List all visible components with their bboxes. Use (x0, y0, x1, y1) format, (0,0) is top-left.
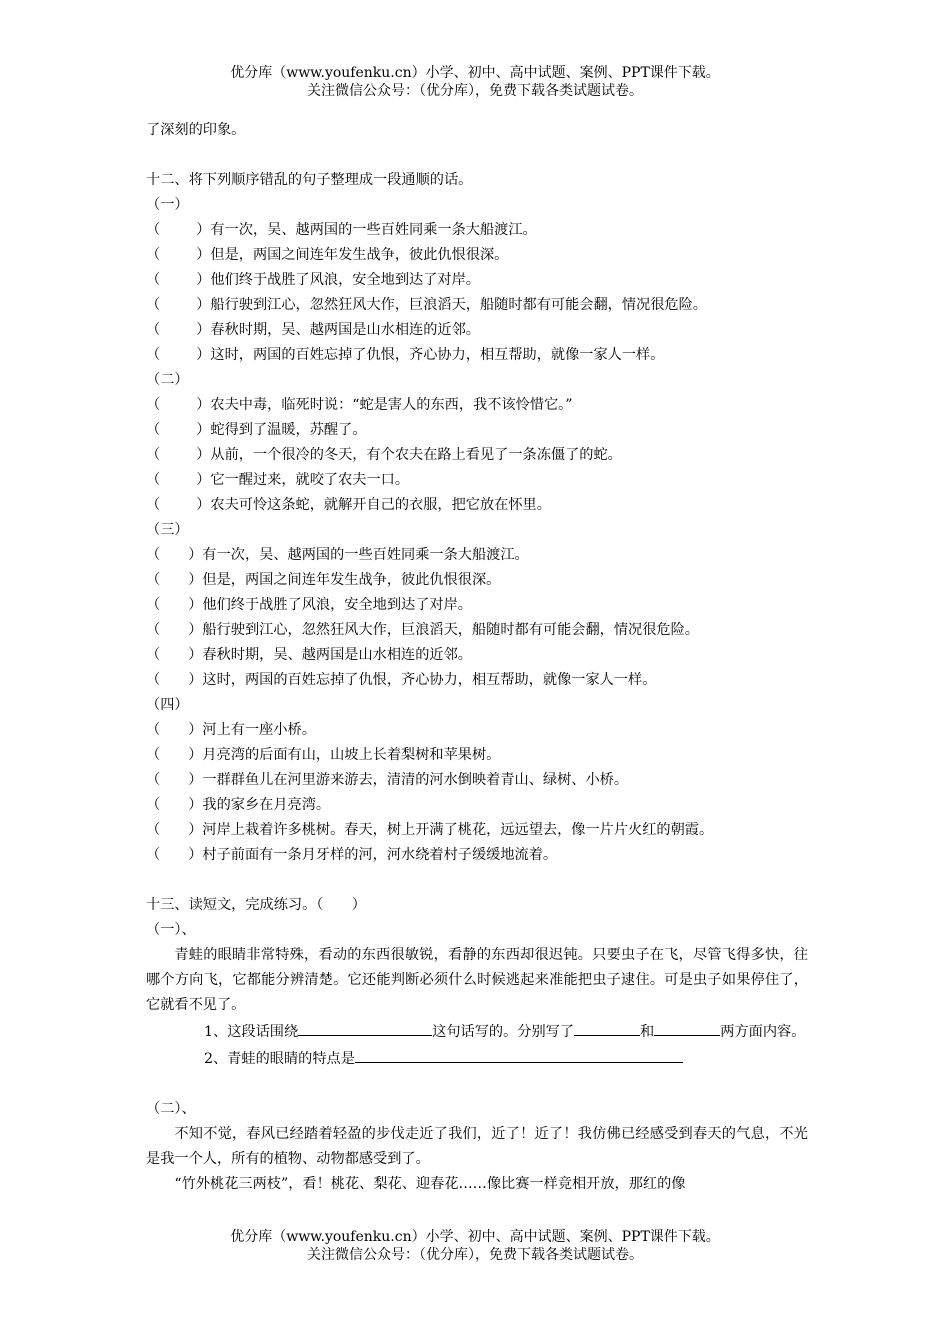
list-item: （ ）这时，两国的百姓忘掉了仇恨，齐心协力，相互帮助，就像一家人一样。 (146, 672, 657, 688)
list-item: （ ）河上有一座小桥。 (146, 722, 316, 738)
list-item: （ ）从前，一个很冷的冬天，有个农夫在路上看见了一条冻僵了的蛇。 (146, 447, 622, 463)
list-item: （ ）船行驶到江心，忽然狂风大作，巨浪滔天，船随时都有可能会翻，情况很危险。 (146, 622, 699, 638)
group-4-label: （四） (146, 697, 189, 713)
page-header (0, 64, 950, 100)
list-item: （ ）河岸上栽着许多桃树。春天，树上开满了桃花，远远望去，像一片片火红的朝霞。 (146, 822, 714, 838)
header-line-2: 关注微信公众号：（优分库），免费下载各类试题试卷。 (307, 83, 643, 99)
list-item: （ ）村子前面有一条月牙样的河，河水绕着村子缓缓地流着。 (146, 847, 558, 863)
question-1: 1、这段话围绕 这句话写的。分别写了 和 两方面内容。 (146, 1018, 808, 1045)
top-fragment: 了深刻的印象。 (146, 122, 246, 138)
answer-blank[interactable] (574, 1018, 640, 1036)
list-item: （ ）春秋时期，吴、越两国是山水相连的近邻。 (146, 322, 480, 338)
list-item: （ ）它一醒过来，就咬了农夫一口。 (146, 472, 410, 488)
group-3-label: （三） (146, 522, 189, 538)
list-item: （ ）春秋时期，吴、越两国是山水相连的近邻。 (146, 647, 472, 663)
group-2-label: （二） (146, 372, 189, 388)
list-item: （ ）但是，两国之间连年发生战争，彼此仇恨很深。 (146, 572, 501, 588)
question-2: 2、青蛙的眼睛的特点是 (146, 1045, 808, 1072)
list-item: （ ）一群群鱼儿在河里游来游去，清清的河水倒映着青山、绿树、小桥。 (146, 772, 629, 788)
list-item: （ ）有一次，吴、越两国的一些百姓同乘一条大船渡江。 (146, 222, 537, 238)
group-1-label: （一） (146, 197, 189, 213)
list-item: （ ）月亮湾的后面有山，山坡上长着梨树和苹果树。 (146, 747, 501, 763)
passage-2-text-2: “竹外桃花三两枝”，看！桃花、梨花、迎春花……像比赛一样竞相开放，那红的像 (174, 1176, 686, 1192)
list-item: （ ）蛇得到了温暖，苏醒了。 (146, 422, 367, 438)
answer-blank[interactable] (355, 1045, 683, 1063)
list-item: （ ）农夫可怜这条蛇，就解开自己的衣服，把它放在怀里。 (146, 497, 551, 513)
page-footer (0, 1228, 950, 1264)
list-item: （ ）农夫中毒，临死时说：“蛇是害人的东西，我不该怜惜它。” (146, 397, 573, 413)
list-item: （ ）有一次，吴、越两国的一些百姓同乘一条大船渡江。 (146, 547, 529, 563)
footer-line-1: 优分库（www.youfenku.cn）小学、初中、高中试题、案例、PPT课件下载。 (230, 1229, 720, 1245)
header-line-1: 优分库（www.youfenku.cn）小学、初中、高中试题、案例、PPT课件下载。 (230, 65, 720, 81)
answer-blank[interactable] (298, 1018, 432, 1036)
list-item: （ ）船行驶到江心，忽然狂风大作，巨浪滔天，船随时都有可能会翻，情况很危险。 (146, 297, 707, 313)
list-item: （ ）他们终于战胜了风浪，安全地到达了对岸。 (146, 597, 472, 613)
list-item: （ ）这时，两国的百姓忘掉了仇恨，齐心协力，相互帮助，就像一家人一样。 (146, 347, 665, 363)
passage-2-text-1: 不知不觉，春风已经踏着轻盈的步伐走近了我们，近了！近了！我仿佛已经感受到春天的气息，不光是我一个人，所有的植物、动物都感受到了。 (146, 1126, 808, 1167)
section-13-title: 十三、读短文，完成练习。（ ） (146, 897, 366, 913)
section-12-title: 十二、将下列顺序错乱的句子整理成一段通顺的话。 (146, 172, 473, 188)
passage-1-text: 青蛙的眼睛非常特殊，看动的东西很敏锐，看静的东西却很迟钝。只要虫子在飞，尽管飞得多快，往哪个方向飞，它都能分辨清楚。它还能判断必须什么时候逃起来准能把虫子逮住。可是虫子如果停住了，它就看不见了。 (146, 947, 808, 1013)
passage-1-label: （一）、 (146, 922, 196, 938)
list-item: （ ）他们终于战胜了风浪，安全地到达了对岸。 (146, 272, 480, 288)
list-item: （ ）我的家乡在月亮湾。 (146, 797, 331, 813)
document-body (146, 118, 808, 1197)
list-item: （ ）但是，两国之间连年发生战争，彼此仇恨很深。 (146, 247, 509, 263)
footer-line-2: 关注微信公众号：（优分库），免费下载各类试题试卷。 (307, 1247, 643, 1263)
passage-2-label: （二）、 (146, 1101, 196, 1117)
answer-blank[interactable] (654, 1018, 720, 1036)
